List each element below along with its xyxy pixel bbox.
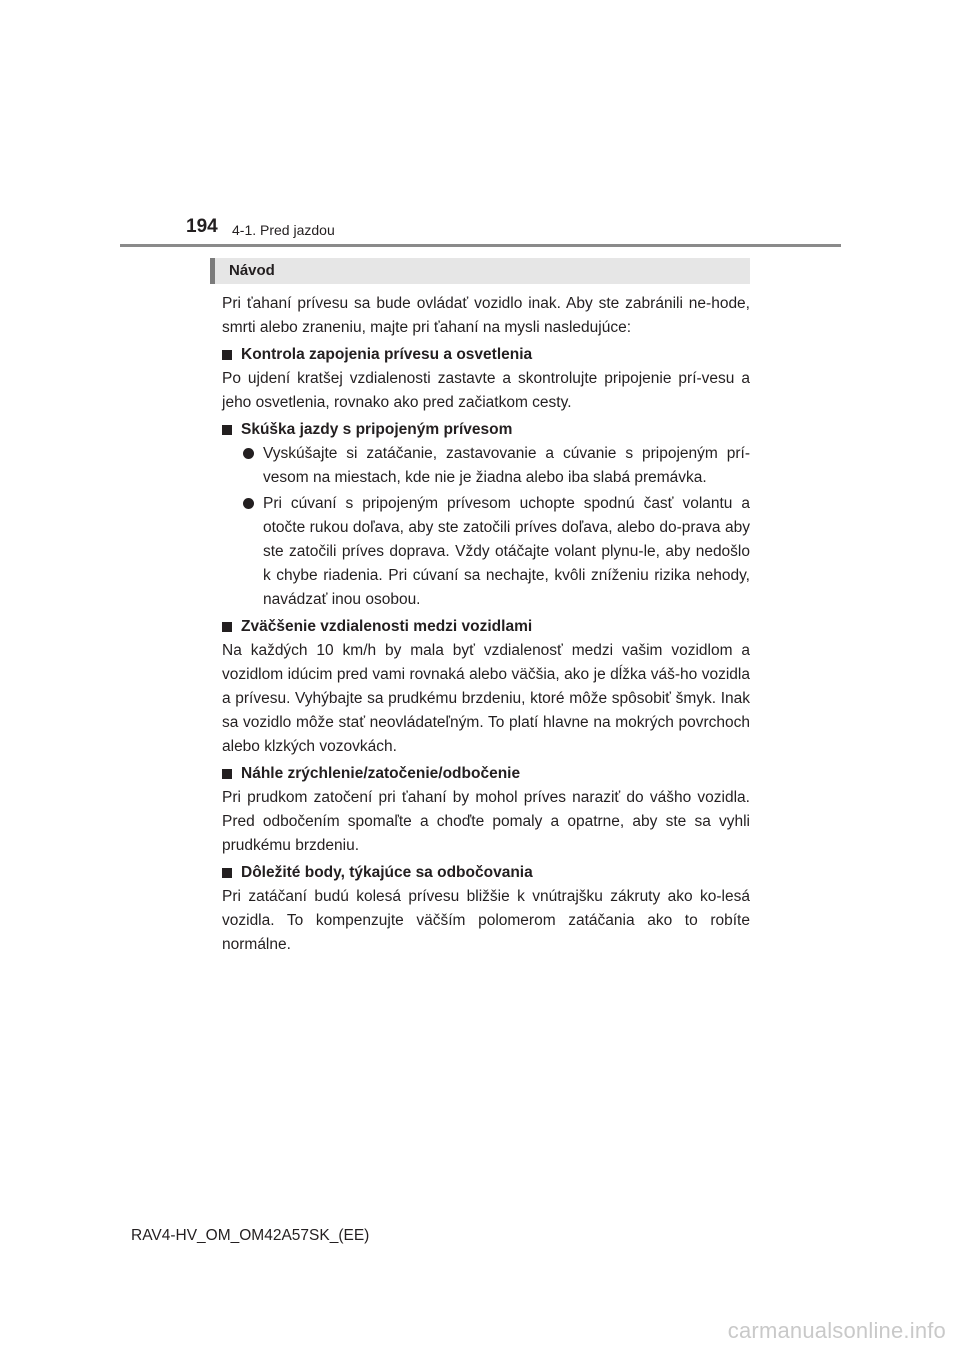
section-body: Po ujdení kratšej vzdialenosti zastavte a skontrolujte pripojenie prí-vesu a jeho osvetlenia, rovnako ako pred začiatkom cesty. bbox=[222, 370, 750, 411]
section-label: 4-1. Pred jazdou bbox=[232, 222, 335, 238]
section-heading-text: Dôležité body, týkajúce sa odbočovania bbox=[241, 864, 533, 881]
section-heading bbox=[222, 615, 750, 639]
section-heading bbox=[222, 418, 750, 442]
square-bullet-icon bbox=[222, 769, 232, 779]
section-heading-text: Skúška jazdy s pripojeným prívesom bbox=[241, 421, 513, 438]
square-bullet-icon bbox=[222, 425, 232, 435]
bullet-item bbox=[243, 442, 750, 490]
section-heading-text: Kontrola zapojenia prívesu a osvetlenia bbox=[241, 346, 533, 363]
square-bullet-icon bbox=[222, 622, 232, 632]
content bbox=[222, 292, 750, 957]
bullet-text: Vyskúšajte si zatáčanie, zastavovanie a cúvanie s pripojeným prí-vesom na miestach, kde nie je žiadna alebo iba slabá premávka. bbox=[263, 445, 750, 486]
section-body: Pri zatáčaní budú kolesá prívesu bližšie k vnútrajšku zákruty ako ko-lesá vozidla. To kompenzujte väčším polomerom zatáčania ako to robíte normálne. bbox=[222, 888, 750, 953]
document-code: RAV4-HV_OM_OM42A57SK_(EE) bbox=[131, 1227, 370, 1244]
section-heading bbox=[222, 762, 750, 786]
square-bullet-icon bbox=[222, 350, 232, 360]
section-heading-text: Zväčšenie vzdialenosti medzi vozidlami bbox=[241, 618, 533, 635]
square-bullet-icon bbox=[222, 868, 232, 878]
page-number: 194 bbox=[186, 216, 218, 237]
intro-paragraph: Pri ťahaní prívesu sa bude ovládať vozidlo inak. Aby ste zabránili ne-hode, smrti alebo zraneniu, majte pri ťahaní na mysli nasledujúce: bbox=[222, 295, 750, 336]
header-rule bbox=[120, 244, 841, 247]
bullet-item bbox=[243, 492, 750, 612]
round-bullet-icon bbox=[243, 498, 254, 509]
section-heading bbox=[222, 343, 750, 367]
section-heading-text: Náhle zrýchlenie/zatočenie/odbočenie bbox=[241, 765, 521, 782]
watermark[interactable]: carmanualsonline.info bbox=[727, 1318, 946, 1343]
section-heading bbox=[222, 861, 750, 885]
navod-bar bbox=[210, 258, 750, 284]
bullet-text: Pri cúvaní s pripojeným prívesom uchopte spodnú časť volantu a otočte rukou doľava, aby ste zatočili príves doľava, alebo do-prava aby ste zatočili príves doprava. Vždy otáčajte volant plynu-le, aby nedošlo k chybe riadenia. Pri cúvaní sa nechajte, kvôli zníženiu rizika nehody, navádzať inou osobou. bbox=[263, 495, 750, 608]
section-body: Pri prudkom zatočení pri ťahaní by mohol príves naraziť do vášho vozidla. Pred odbočením spomaľte a choďte pomaly a opatrne, aby ste sa vyhli prudkému brzdeniu. bbox=[222, 789, 750, 854]
section-body: Na každých 10 km/h by mala byť vzdialenosť medzi vašim vozidlom a vozidlom idúcim pred vami rovnaká alebo väčšia, ako je dĺžka váš-ho vozidla a prívesu. Vyhýbajte sa prudkému brzdeniu, ktoré môže spôsobiť šmyk. Inak sa vozidlo môže stať neovládateľným. To platí hlavne na mokrých povrchoch alebo klzkých vozovkách. bbox=[222, 642, 750, 755]
round-bullet-icon bbox=[243, 448, 254, 459]
navod-title: Návod bbox=[229, 262, 275, 279]
